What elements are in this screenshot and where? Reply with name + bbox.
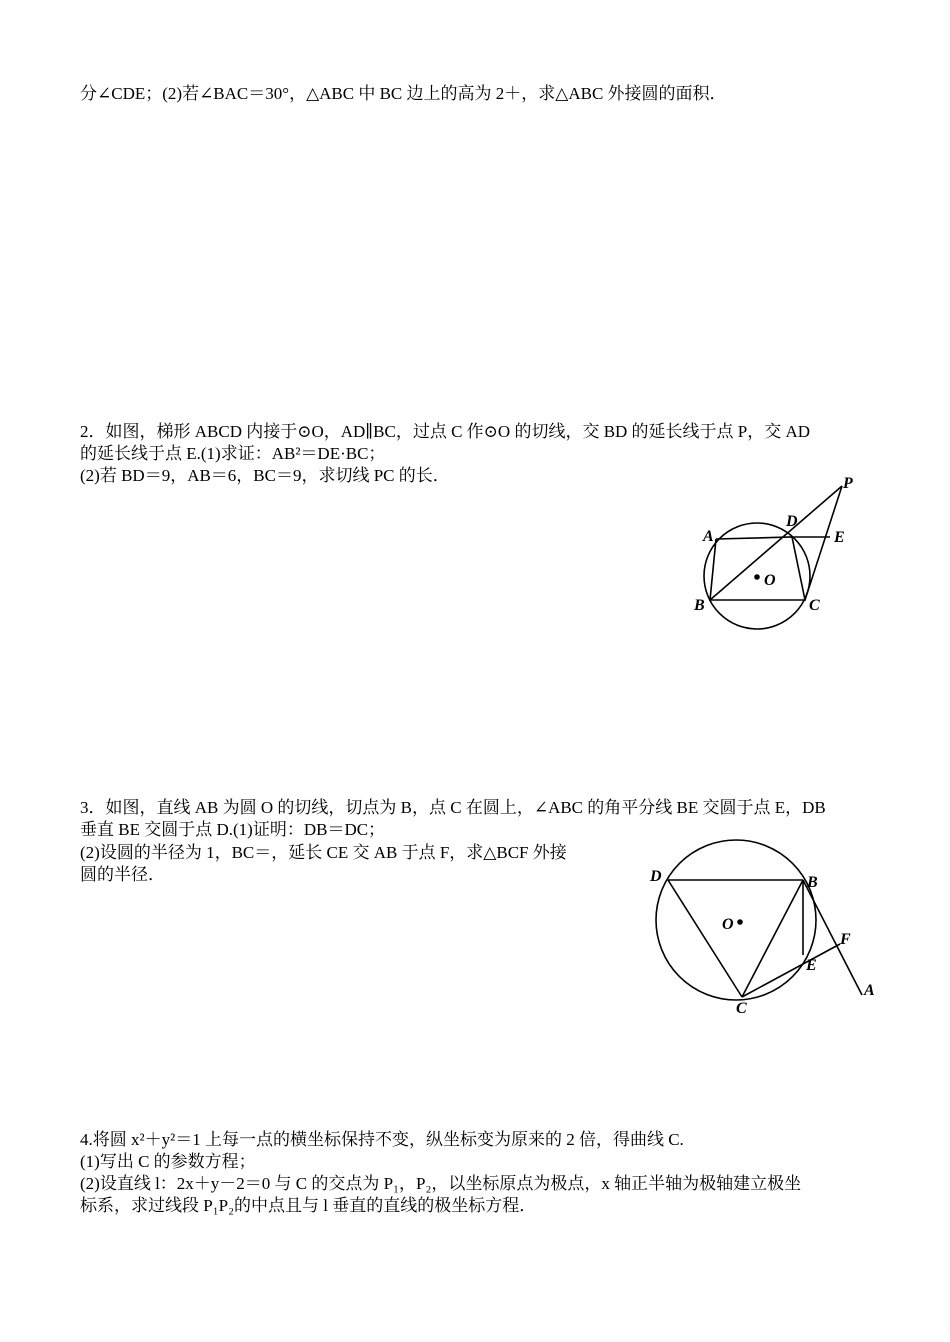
q3-label-O: O: [722, 916, 734, 933]
q2-text-line-2: 的延长线于点 E.(1)求证：AB²＝DE·BC；: [80, 444, 386, 463]
q2-line-BP: [710, 486, 842, 600]
q2-label-O: O: [764, 572, 776, 589]
q3-label-C: C: [736, 1000, 747, 1017]
q2-label-D: D: [786, 513, 798, 530]
q3-text-line-2: 垂直 BE 交圆于点 D.(1)证明：DB＝DC；: [80, 820, 386, 839]
q3-text-line-1: 3．如图，直线 AB 为圆 O 的切线，切点为 B，点 C 在圆上，∠ABC 的角平分线 BE 交圆于点 E，DB: [80, 798, 826, 817]
q3-figure: [645, 838, 880, 1018]
q2-label-P: P: [843, 475, 853, 492]
q2-label-C: C: [809, 597, 820, 614]
q2-trapezoid: [710, 537, 805, 600]
q1-text-line-1: 分∠CDE；(2)若∠BAC＝30°，△ABC 中 BC 边上的高为 2＋，求△ABC 外接圆的面积．: [80, 84, 727, 103]
q3-line-BA: [803, 880, 862, 995]
q3-label-B: B: [807, 874, 818, 891]
q3-line-BC: [742, 880, 803, 997]
q4-text-line-2: (1)写出 C 的参数方程；: [80, 1152, 256, 1171]
q3-label-E: E: [806, 957, 817, 974]
q3-label-A: A: [864, 982, 875, 999]
q3-label-D: D: [650, 868, 662, 885]
q2-text-line-1: 2．如图，梯形 ABCD 内接于⊙O，AD∥BC，过点 C 作⊙O 的切线，交 BD 的延长线于点 P，交 AD: [80, 422, 811, 441]
q2-label-B: B: [694, 597, 705, 614]
q4-text-line-1: 4.将圆 x²＋y²＝1 上每一点的横坐标保持不变，纵坐标变为原来的 2 倍，得曲线 C.: [80, 1130, 684, 1149]
q2-figure: [680, 468, 870, 638]
q3-text-line-3: (2)设圆的半径为 1，BC＝，延长 CE 交 AB 于点 F，求△BCF 外接: [80, 843, 567, 862]
q3-center-point: [737, 919, 743, 925]
q2-center-point: [754, 574, 760, 580]
q3-circle: [656, 840, 816, 1000]
q2-label-E: E: [834, 529, 845, 546]
q3-line-DC: [668, 880, 742, 997]
q3-text-line-4: 圆的半径．: [80, 865, 165, 884]
q2-text-line-3: (2)若 BD＝9，AB＝6，BC＝9，求切线 PC 的长．: [80, 466, 450, 485]
q3-label-F: F: [840, 931, 851, 948]
q2-label-A: A: [703, 528, 714, 545]
q4-text-line-3: (2)设直线 l：2x＋y－2＝0 与 C 的交点为 P₁，P₂，以坐标原点为极点，x 轴正半轴为极轴建立极坐: [80, 1174, 802, 1193]
q4-text-line-4: 标系，求过线段 P₁P₂的中点且与 l 垂直的直线的极坐标方程．: [80, 1196, 537, 1215]
